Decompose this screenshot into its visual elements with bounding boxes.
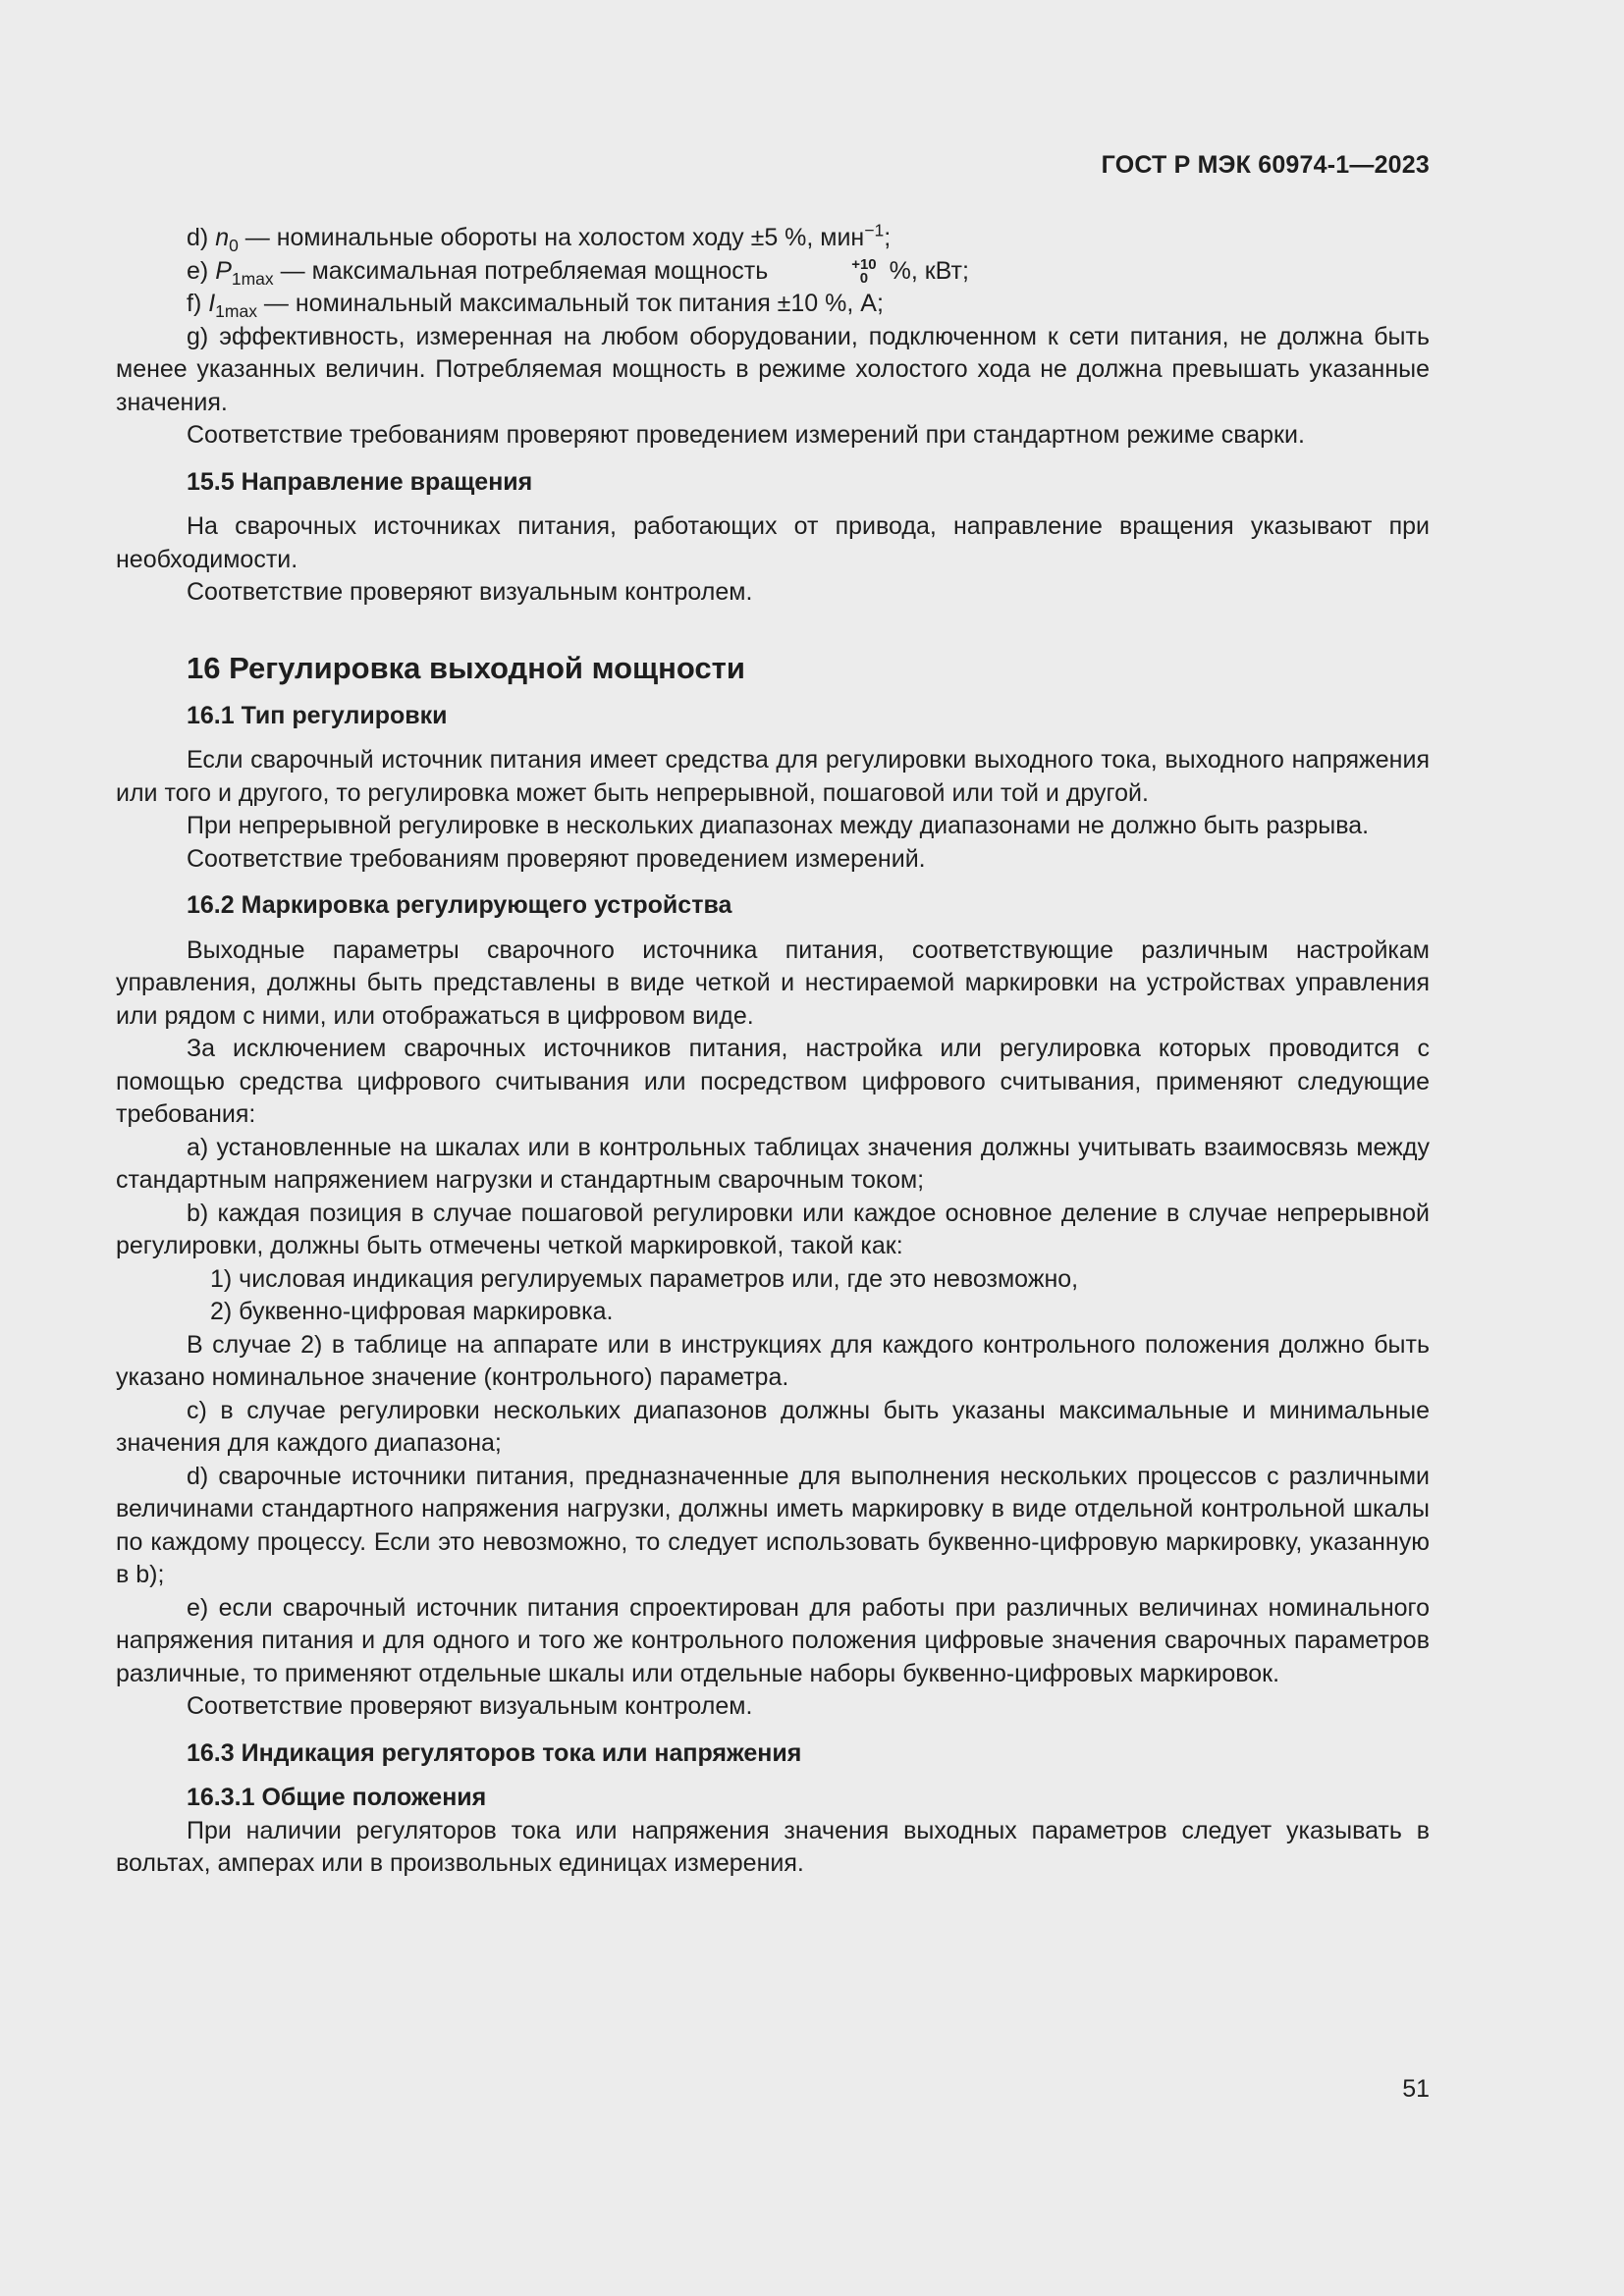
item-text: — номинальный максимальный ток питания ±10 %, А; <box>256 290 884 317</box>
item-text: — максимальная потребляемая мощность <box>273 256 776 285</box>
list-item-c: c) в случае регулировки нескольких диапазонов должны быть указаны максимальные и минимальные значения для каждого диапазона; <box>116 1396 1430 1457</box>
paragraph: Если сварочный источник питания имеет средства для регулировки выходного тока, выходного напряжения или того и другого, то регулировка может быть непрерывной, пошаговой или той и другой. <box>116 746 1430 807</box>
list-item-f <box>116 288 1430 321</box>
subscript: 1max <box>231 268 274 289</box>
page-content <box>116 222 1430 1881</box>
section-heading-16-2: 16.2 Маркировка регулирующего устройства <box>187 891 732 919</box>
compliance-note: Соответствие проверяют визуальным контролем. <box>187 578 753 606</box>
superscript: −1 <box>864 220 885 240</box>
section-heading-16-3-1: 16.3.1 Общие положения <box>187 1784 487 1811</box>
item-end: ; <box>884 224 892 251</box>
paragraph: В случае 2) в таблице на аппарате или в инструкциях для каждого контрольного положения должно быть указано номинальное значение (контрольного) параметра. <box>116 1330 1430 1391</box>
document-header: ГОСТ Р МЭК 60974-1—2023 <box>1101 151 1430 179</box>
sub-item-2: 2) буквенно-цифровая маркировка. <box>210 1298 614 1325</box>
list-item-d <box>116 222 1430 255</box>
compliance-note: Соответствие проверяют визуальным контролем. <box>187 1692 753 1720</box>
section-heading-16-1: 16.1 Тип регулировки <box>187 701 448 729</box>
paragraph: При наличии регуляторов тока или напряжения значения выходных параметров следует указывать в вольтах, амперах или в произвольных единицах измерения. <box>116 1816 1430 1877</box>
list-item-d2: d) сварочные источники питания, предназначенные для выполнения нескольких процессов с различными величинами стандартного напряжения нагрузки, должны иметь маркировку в виде отдельной контрольной шкалы по каждому процессу. Если это невозможно, то следует использовать буквенно-цифровую маркировку, указанную в b); <box>116 1462 1430 1588</box>
sub-item-1: 1) числовая индикация регулируемых параметров или, где это невозможно, <box>210 1264 1079 1293</box>
item-prefix: e) <box>187 256 216 285</box>
item-prefix: d) <box>187 224 216 251</box>
tolerance-lower: 0 <box>859 269 869 287</box>
section-heading-15-5: 15.5 Направление вращения <box>187 467 533 496</box>
tolerance-upper: +10 <box>851 255 877 273</box>
list-item-e <box>116 255 1430 289</box>
list-item-g: g) эффективность, измеренная на любом оборудовании, подключенном к сети питания, не должна быть менее указанных величин. Потребляемая мощность в режиме холостого хода не должна превышать указанные значения. <box>116 322 1430 416</box>
list-item-e2: e) если сварочный источник питания спроектирован для работы при различных величинах номинального напряжения питания и для одного и того же контрольного положения цифровые значения сварочных параметров различные, то применяют отдельные шкалы или отдельные наборы буквенно-цифровых маркировок. <box>116 1593 1430 1687</box>
symbol: I <box>208 290 216 317</box>
item-end: %, кВт; <box>882 256 969 285</box>
paragraph: При непрерывной регулировке в нескольких диапазонах между диапазонами не должно быть разрыва. <box>187 812 1370 839</box>
page-number: 51 <box>1402 2075 1430 2103</box>
subscript: 0 <box>229 236 239 255</box>
subscript: 1max <box>215 301 257 321</box>
symbol: n <box>215 224 230 251</box>
section-heading-16: 16 Регулировка выходной мощности <box>187 650 745 685</box>
list-item-a: a) установленные на шкалах или в контрольных таблицах значения должны учитывать взаимосвязь между стандартным напряжением нагрузки и стандартным сварочным током; <box>116 1133 1430 1194</box>
item-prefix: f) <box>187 290 209 317</box>
compliance-note: Соответствие требованиям проверяют проведением измерений при стандартном режиме сварки. <box>187 421 1305 449</box>
tolerance <box>781 255 877 287</box>
compliance-note: Соответствие требованиям проверяют проведением измерений. <box>187 844 926 873</box>
section-heading-16-3: 16.3 Индикация регуляторов тока или напряжения <box>187 1738 802 1767</box>
paragraph: На сварочных источниках питания, работающих от привода, направление вращения указывают при необходимости. <box>116 512 1430 573</box>
item-text: — номинальные обороты на холостом ходу ±5 %, мин <box>238 224 865 251</box>
paragraph: За исключением сварочных источников питания, настройка или регулировка которых проводится с помощью средства цифрового считывания или посредством цифрового считывания, применяют следующие требования: <box>116 1035 1430 1128</box>
list-item-b: b) каждая позиция в случае пошаговой регулировки или каждое основное деление в случае непрерывной регулировки, должны быть отмечены четкой маркировкой, такой как: <box>116 1199 1430 1259</box>
paragraph: Выходные параметры сварочного источника питания, соответствующие различным настройкам управления, должны быть представлены в виде четкой и нестираемой маркировки на устройствах управления или рядом с ними, или отображаться в цифровом виде. <box>116 935 1430 1030</box>
symbol: P <box>215 256 232 285</box>
